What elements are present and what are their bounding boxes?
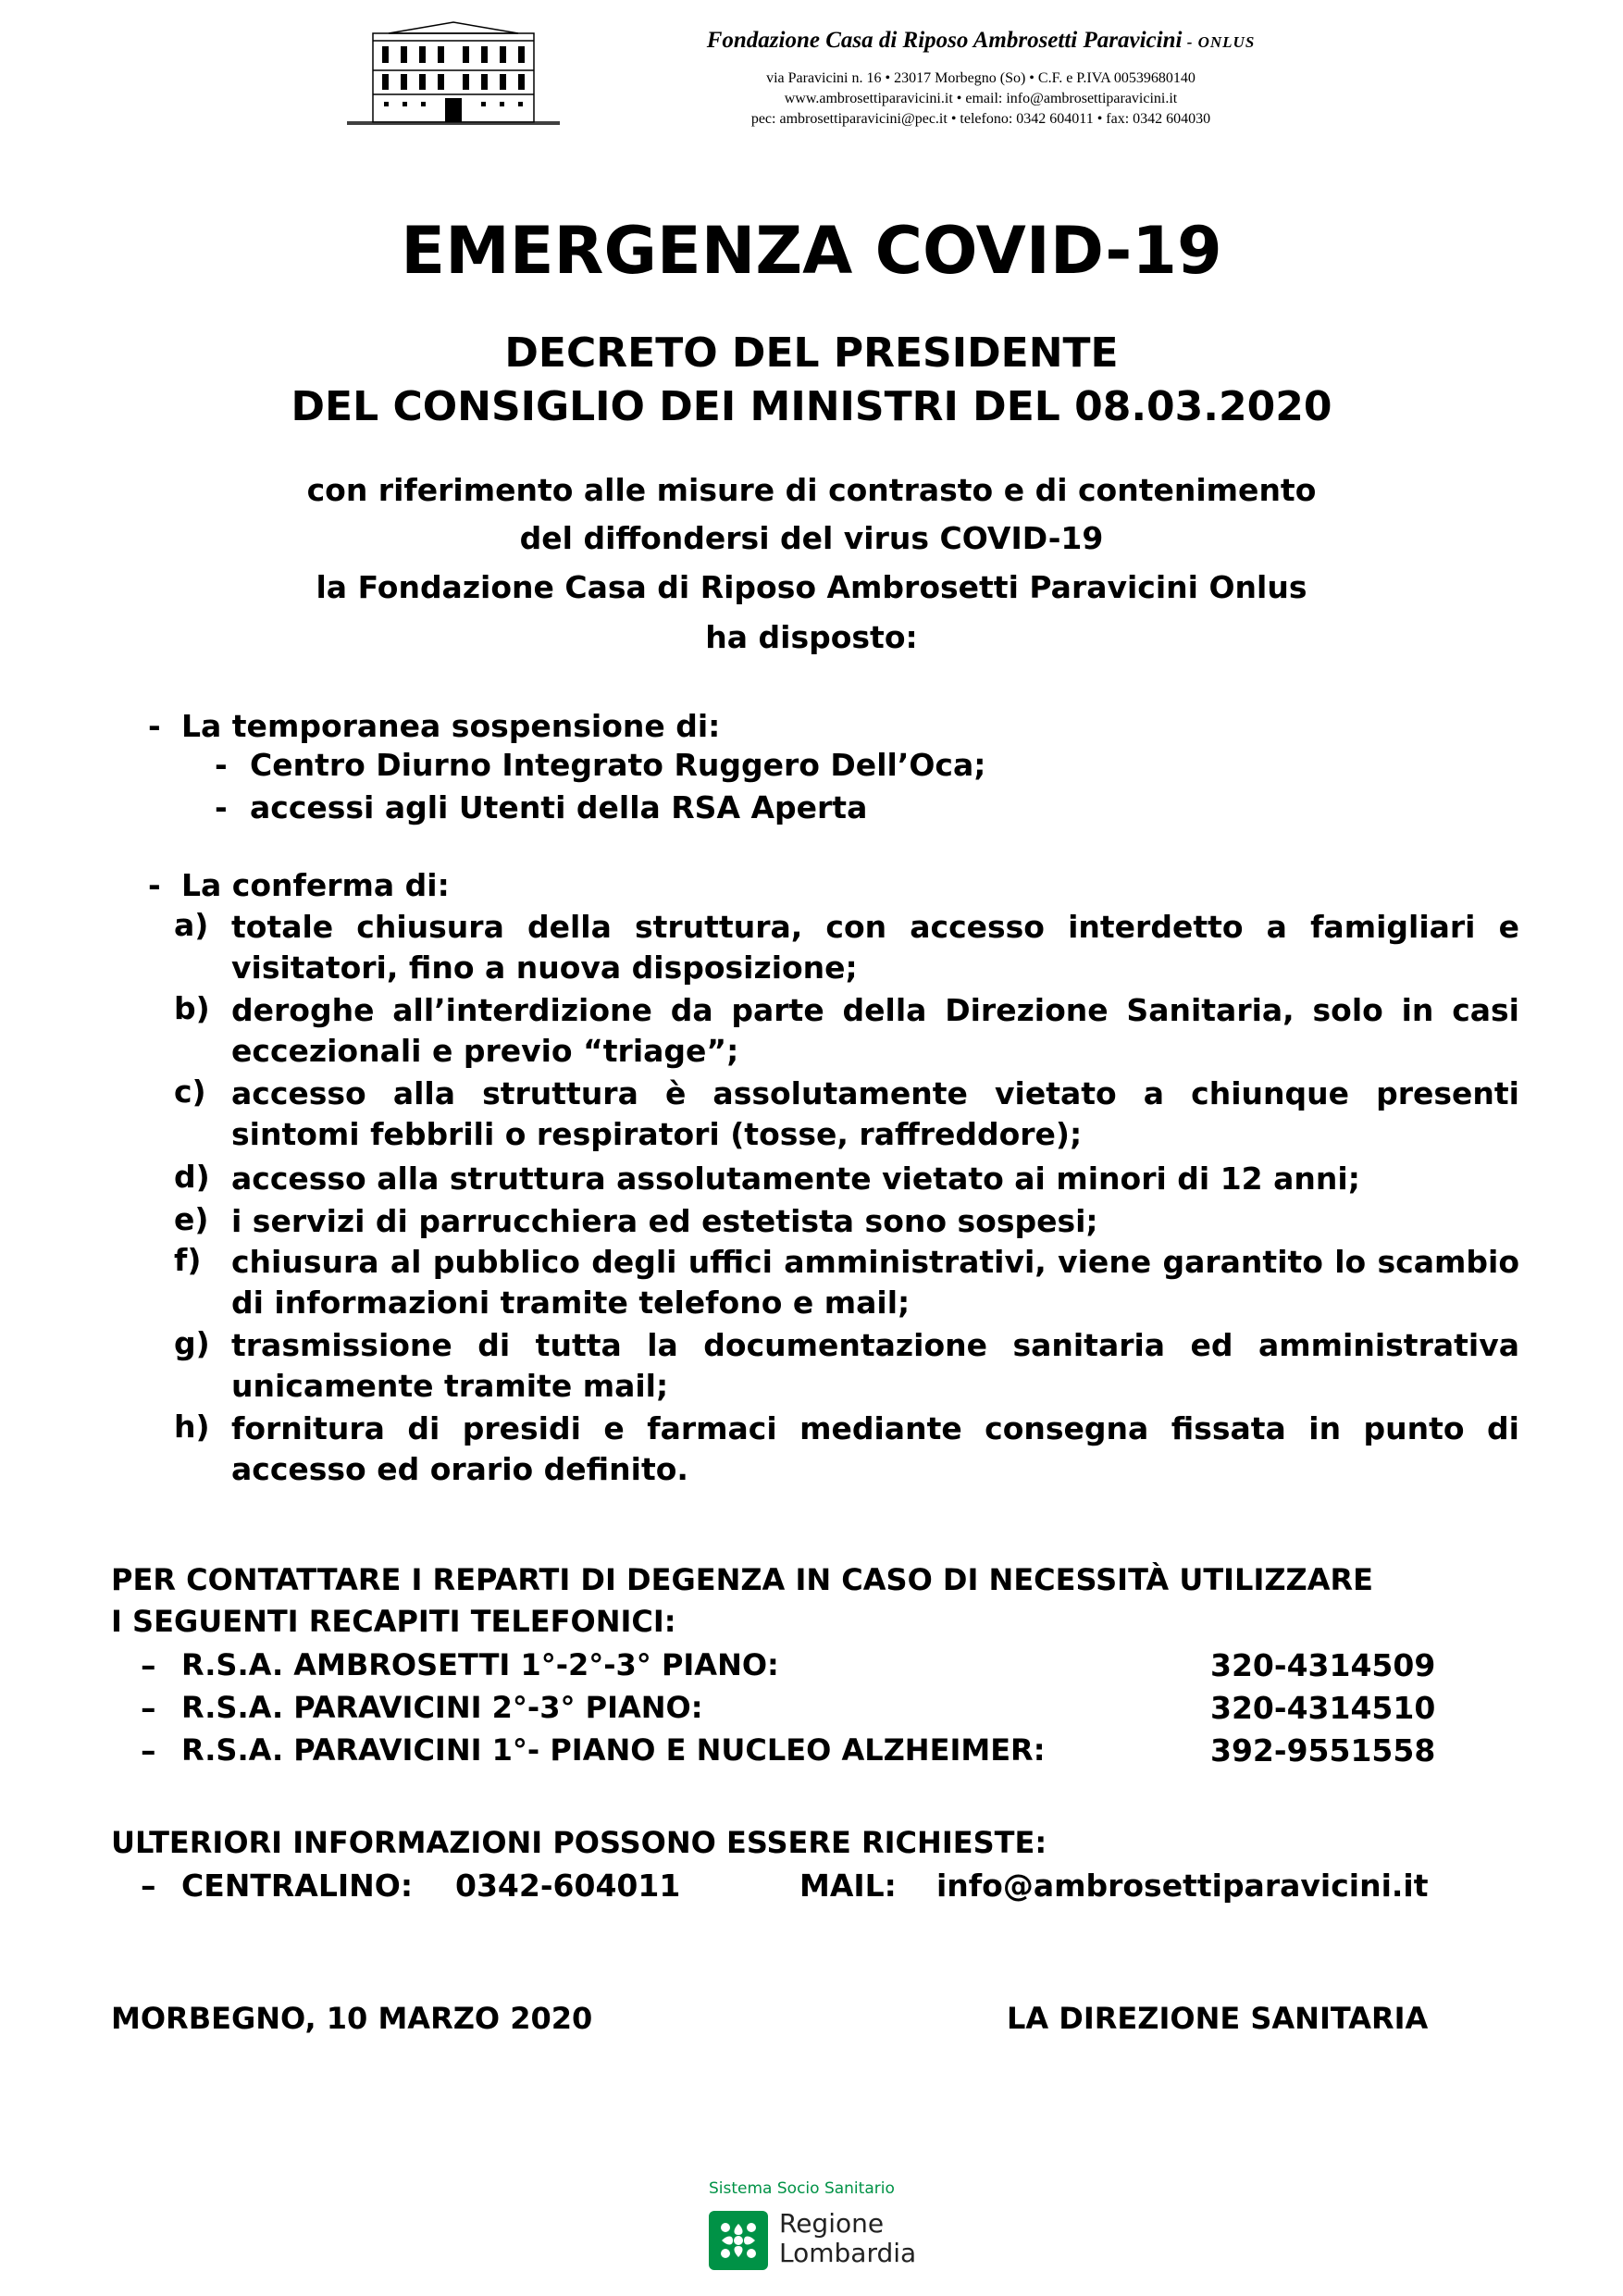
confirmation-item: deroghe all’interdizione da parte della Direzione Sanitaria, solo in casi eccezionali e previo “triage”; bbox=[231, 992, 1519, 1069]
contacts-heading: PER CONTATTARE I REPARTI DI DEGENZA IN CASO DI NECESSITÀ UTILIZZARE bbox=[111, 1562, 1374, 1597]
mail-label: MAIL: bbox=[799, 1868, 897, 1904]
intro-line: ha disposto: bbox=[705, 619, 918, 655]
rose-camuna-icon bbox=[709, 2211, 768, 2270]
contact-phone: 320-4314510 bbox=[1210, 1690, 1436, 1726]
info-heading: ULTERIORI INFORMAZIONI POSSONO ESSERE RICHIESTE: bbox=[111, 1825, 1047, 1860]
intro-line: la Fondazione Casa di Riposo Ambrosetti Paravicini Onlus bbox=[316, 569, 1307, 605]
list-letter: e) bbox=[174, 1201, 209, 1237]
suspension-heading: La temporanea sospensione di: bbox=[181, 708, 721, 744]
intro-line: del diffondersi del virus COVID-19 bbox=[519, 520, 1104, 556]
signature: LA DIREZIONE SANITARIA bbox=[1007, 2001, 1429, 2036]
contact-label: R.S.A. PARAVICINI 2°-3° PIANO: bbox=[181, 1690, 703, 1725]
decree-title-line1: DECRETO DEL PRESIDENTE bbox=[504, 329, 1119, 377]
bullet-dash: – bbox=[141, 1690, 156, 1726]
bullet-dash: – bbox=[141, 1647, 156, 1683]
list-letter: a) bbox=[174, 907, 209, 943]
confirmation-item: trasmissione di tutta la documentazione sanitaria ed amministrativa unicamente tramite mail; bbox=[231, 1327, 1519, 1404]
organization-name: Fondazione Casa di Riposo Ambrosetti Paravicini - ONLUS bbox=[706, 28, 1256, 53]
bullet-dash: – bbox=[141, 1868, 156, 1904]
confirmation-heading: La conferma di: bbox=[181, 867, 450, 903]
pec-phone-fax-line: pec: ambrosettiparavicini@pec.it • telefono: 0342 604011 • fax: 0342 604030 bbox=[750, 111, 1211, 127]
confirmation-item: i servizi di parrucchiera ed estetista sono sospesi; bbox=[231, 1203, 1098, 1239]
page-title: EMERGENZA COVID-19 bbox=[401, 213, 1222, 289]
list-letter: f) bbox=[174, 1242, 202, 1278]
address-line: via Paravicini n. 16 • 23017 Morbegno (So) • C.F. e P.IVA 00539680140 bbox=[766, 70, 1196, 86]
place-date: MORBEGNO, 10 MARZO 2020 bbox=[111, 2001, 593, 2036]
list-letter: b) bbox=[174, 990, 210, 1026]
suspension-item: Centro Diurno Integrato Ruggero Dell’Oca; bbox=[250, 747, 986, 783]
bullet-dash: – bbox=[141, 1732, 156, 1769]
confirmation-item: fornitura di presidi e farmaci mediante consegna fissata in punto di accesso ed orario definito. bbox=[231, 1410, 1519, 1487]
switchboard-label: CENTRALINO: bbox=[181, 1868, 414, 1904]
decree-title-line2: DEL CONSIGLIO DEI MINISTRI DEL 08.03.2020 bbox=[291, 383, 1332, 430]
intro-line: con riferimento alle misure di contrasto e di contenimento bbox=[306, 472, 1317, 508]
contact-label: R.S.A. AMBROSETTI 1°-2°-3° PIANO: bbox=[181, 1647, 779, 1682]
bullet-dash: - bbox=[148, 867, 161, 903]
mail-link[interactable]: info@ambrosettiparavicini.it bbox=[936, 1868, 1429, 1904]
bullet-dash: - bbox=[215, 747, 228, 783]
regione-lombardia-logo bbox=[703, 2179, 935, 2272]
list-letter: h) bbox=[174, 1409, 210, 1445]
contact-label: R.S.A. PARAVICINI 1°- PIANO E NUCLEO ALZHEIMER: bbox=[181, 1732, 1046, 1768]
confirmation-item: totale chiusura della struttura, con accesso interdetto a famigliari e visitatori, fino a nuova disposizione; bbox=[231, 909, 1519, 986]
switchboard-number: 0342-604011 bbox=[455, 1868, 681, 1904]
confirmation-item: chiusura al pubblico degli uffici amministrativi, viene garantito lo scambio di informazioni tramite telefono e mail; bbox=[231, 1244, 1519, 1321]
bullet-dash: - bbox=[215, 789, 228, 825]
suspension-item: accessi agli Utenti della RSA Aperta bbox=[250, 789, 868, 825]
list-letter: c) bbox=[174, 1074, 206, 1110]
confirmation-item: accesso alla struttura è assolutamente vietato a chiunque presenti sintomi febbrili o respiratori (tosse, raffreddore); bbox=[231, 1075, 1519, 1152]
logo-line: Regione bbox=[779, 2208, 885, 2239]
website-email-line: www.ambrosettiparavicini.it • email: info@ambrosettiparavicini.it bbox=[784, 91, 1178, 106]
list-letter: g) bbox=[174, 1325, 210, 1361]
contact-phone: 320-4314509 bbox=[1210, 1647, 1436, 1683]
list-letter: d) bbox=[174, 1159, 210, 1195]
logo-line: Lombardia bbox=[779, 2238, 917, 2268]
confirmation-item: accesso alla struttura assolutamente vietato ai minori di 12 anni; bbox=[231, 1160, 1360, 1197]
contacts-heading: I SEGUENTI RECAPITI TELEFONICI: bbox=[111, 1604, 676, 1639]
contact-phone: 392-9551558 bbox=[1210, 1732, 1436, 1769]
bullet-dash: - bbox=[148, 708, 161, 744]
logo-caption: Sistema Socio Sanitario bbox=[709, 2179, 895, 2198]
